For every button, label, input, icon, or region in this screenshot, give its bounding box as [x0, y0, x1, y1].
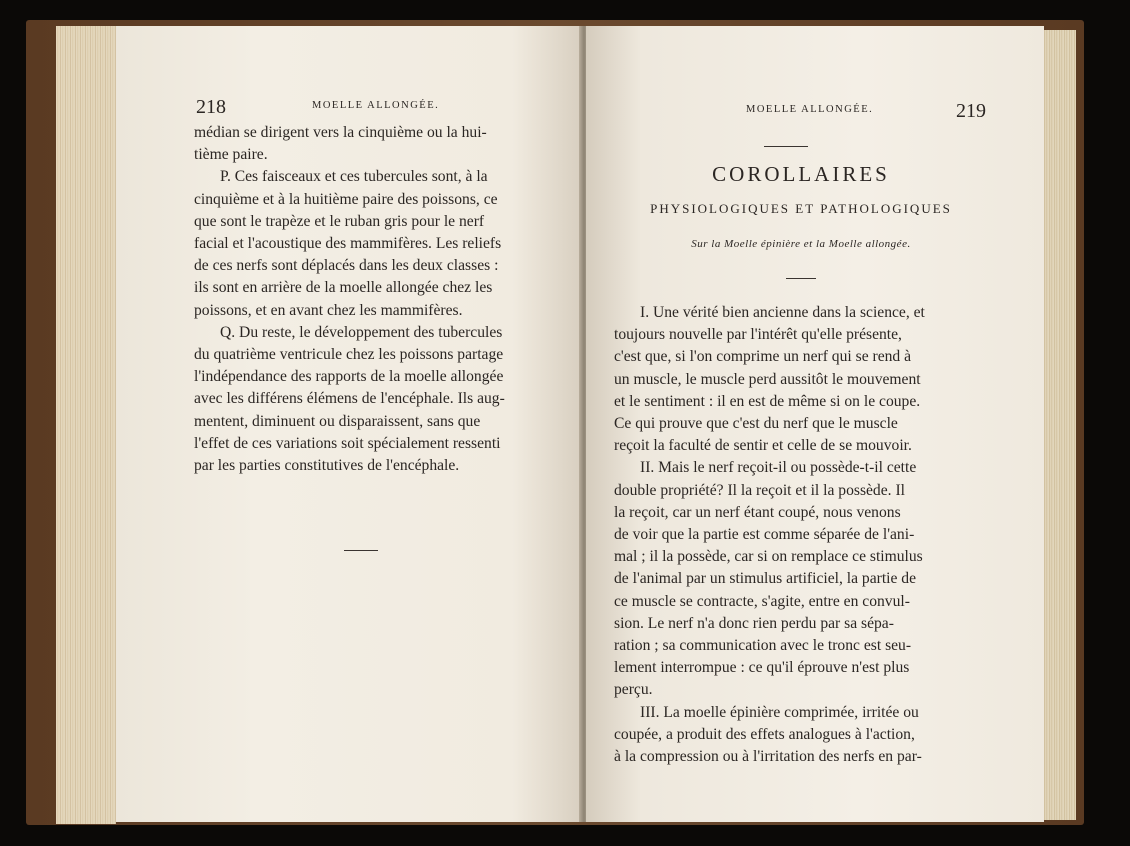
- text-line: à la compression ou à l'irritation des nerfs en par-: [614, 748, 922, 766]
- section-title: COROLLAIRES: [712, 162, 890, 186]
- text-line: médian se dirigent vers la cinquième ou la hui-: [194, 124, 487, 141]
- text-line: poissons, et en avant chez les mammifères.: [194, 301, 463, 319]
- text-line: de l'animal par un stimulus artificiel, la partie de: [614, 570, 917, 588]
- text-line: que sont le trapèze et le ruban gris pour le nerf: [194, 212, 485, 230]
- page-edges-left: [56, 26, 116, 824]
- text-line: perçu.: [614, 681, 653, 699]
- text-line: Q. Du reste, le développement des tubercules: [220, 323, 503, 341]
- text-line: mentent, diminuent ou disparaissent, sans que: [194, 412, 481, 430]
- right-running-head: MOELLE ALLONGÉE.: [746, 104, 874, 115]
- text-line: de voir que la partie est comme séparée de l'ani-: [614, 526, 915, 544]
- text-line: cinquième et à la huitième paire des poissons, ce: [194, 190, 498, 208]
- text-line: double propriété? Il la reçoit et il la possède. Il: [614, 481, 905, 499]
- text-line: coupée, a produit des effets analogues à l'action,: [614, 725, 915, 743]
- text-line: la reçoit, car un nerf étant coupé, nous venons: [614, 503, 901, 521]
- text-line: P. Ces faisceaux et ces tubercules sont, à la: [220, 168, 488, 186]
- text-line: l'effet de ces variations soit spécialement ressenti: [194, 434, 501, 452]
- left-page-number: 218: [196, 96, 226, 118]
- text-line: I. Une vérité bien ancienne dans la science, et: [640, 304, 925, 321]
- page-edges-right: [1040, 30, 1076, 820]
- text-line: tième paire.: [194, 146, 268, 164]
- text-line: sion. Le nerf n'a donc rien perdu par sa sépa-: [614, 614, 894, 632]
- left-page: [116, 26, 582, 822]
- text-line: III. La moelle épinière comprimée, irritée ou: [640, 703, 919, 721]
- text-line: de ces nerfs sont déplacés dans les deux classes :: [194, 257, 499, 275]
- text-line: toujours nouvelle par l'intérêt qu'elle présente,: [614, 326, 902, 344]
- left-running-head: MOELLE ALLONGÉE.: [312, 100, 440, 111]
- text-line: ils sont en arrière de la moelle allongée chez les: [194, 279, 493, 297]
- left-body-text: [194, 122, 562, 477]
- text-line: mal ; il la possède, car si on remplace ce stimulus: [614, 548, 923, 566]
- text-line: l'indépendance des rapports de la moelle allongée: [194, 368, 504, 386]
- text-line: ce muscle se contracte, s'agite, entre en convul-: [614, 592, 910, 610]
- text-line: Ce qui prouve que c'est du nerf que le muscle: [614, 415, 898, 433]
- end-rule: [344, 550, 378, 551]
- text-line: un muscle, le muscle perd aussitôt le mouvement: [614, 370, 921, 388]
- text-line: facial et l'acoustique des mammifères. Les reliefs: [194, 235, 502, 253]
- title-rule: [764, 146, 808, 147]
- caption-rule: [786, 278, 816, 279]
- section-subtitle: PHYSIOLOGIQUES ET PATHOLOGIQUES: [650, 201, 952, 216]
- text-line: II. Mais le nerf reçoit-il ou possède-t-il cette: [640, 459, 917, 477]
- section-caption: Sur la Moelle épinière et la Moelle allongée.: [691, 238, 911, 250]
- text-line: ration ; sa communication avec le tronc est seu-: [614, 637, 912, 655]
- right-body-text: [614, 302, 980, 768]
- text-line: et le sentiment : il en est de même si on le coupe.: [614, 392, 921, 410]
- right-page: [586, 26, 1044, 822]
- right-page-number: 219: [956, 100, 986, 122]
- text-line: du quatrième ventricule chez les poissons partage: [194, 346, 504, 364]
- text-line: lement interrompue : ce qu'il éprouve n'est plus: [614, 659, 910, 677]
- text-line: c'est que, si l'on comprime un nerf qui se rend à: [614, 348, 912, 366]
- text-line: par les parties constitutives de l'encéphale.: [194, 457, 460, 475]
- text-line: reçoit la faculté de sentir et celle de se mouvoir.: [614, 437, 912, 455]
- text-line: avec les différens élémens de l'encéphale. Ils aug-: [194, 390, 505, 408]
